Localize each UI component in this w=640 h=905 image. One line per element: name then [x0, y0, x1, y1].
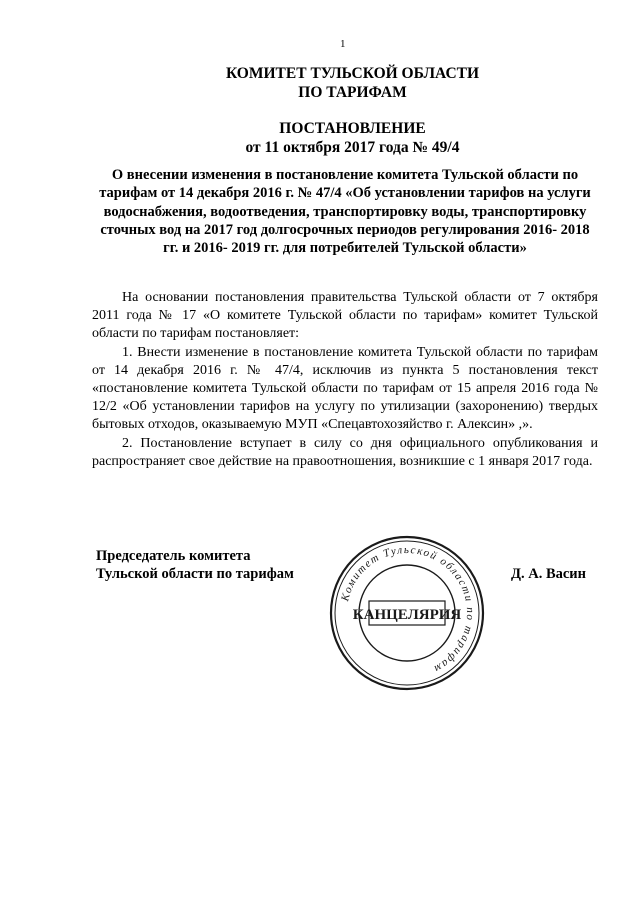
signatory-name: Д. А. Васин: [511, 566, 587, 582]
document-subject: О внесении изменения в постановление комитета Тульской области по тарифам от 14 декабря 2016 г. № 47/4 «Об установлении тарифов на услуги водоснабжения, водоотведения, транспортировку воды, транспортировку сточных вод на 2017 год долгосрочных периодов регулирования 2016- 2018 гг. и 2016- 2019 гг. для потребителей Тульской области»: [99, 167, 591, 257]
item-2-paragraph: 2. Постановление вступает в силу со дня официального опубликования и распространяет свое действие на правоотношения, возникшие с 1 января 2017 года.: [92, 435, 598, 469]
document-type: ПОСТАНОВЛЕНИЕ: [279, 120, 426, 137]
item-1-paragraph: 1. Внести изменение в постановление комитета Тульской области по тарифам от 14 декабря 2016 г. № 47/4, исключив из пункта 5 постановления текст «постановление комитета Тульской области по тарифам от 15 апреля 2016 года № 12/2 «Об установлении тарифов на услугу по утилизации (захоронению) твердых бытовых отходов, оказываемую МУП «Спецавтохозяйство г. Алексин» ,».: [92, 344, 598, 433]
official-seal-stamp: [327, 533, 487, 693]
preamble-paragraph: На основании постановления правительства Тульской области от 7 октября 2011 года № 17 «О комитете Тульской области по тарифам» комитет Тульской области по тарифам постановляет:: [92, 290, 598, 342]
document-date-number: от 11 октября 2017 года № 49/4: [245, 139, 460, 156]
signatory-title-line2: Тульской области по тарифам: [96, 566, 294, 582]
seal-center-text: КАНЦЕЛЯРИЯ: [352, 607, 462, 623]
organization-header: [150, 64, 555, 102]
document-title-block: [150, 119, 555, 157]
signatory-title-line1: Председатель комитета: [96, 548, 251, 564]
seal-ring-text: Комитет Тульской области по тарифам: [339, 543, 477, 676]
signatory-title: [96, 547, 294, 583]
page-number: 1: [340, 38, 346, 50]
organization-name-line1: КОМИТЕТ ТУЛЬСКОЙ ОБЛАСТИ: [225, 65, 480, 82]
document-body: [92, 289, 598, 471]
organization-name-line2: ПО ТАРИФАМ: [298, 84, 407, 101]
